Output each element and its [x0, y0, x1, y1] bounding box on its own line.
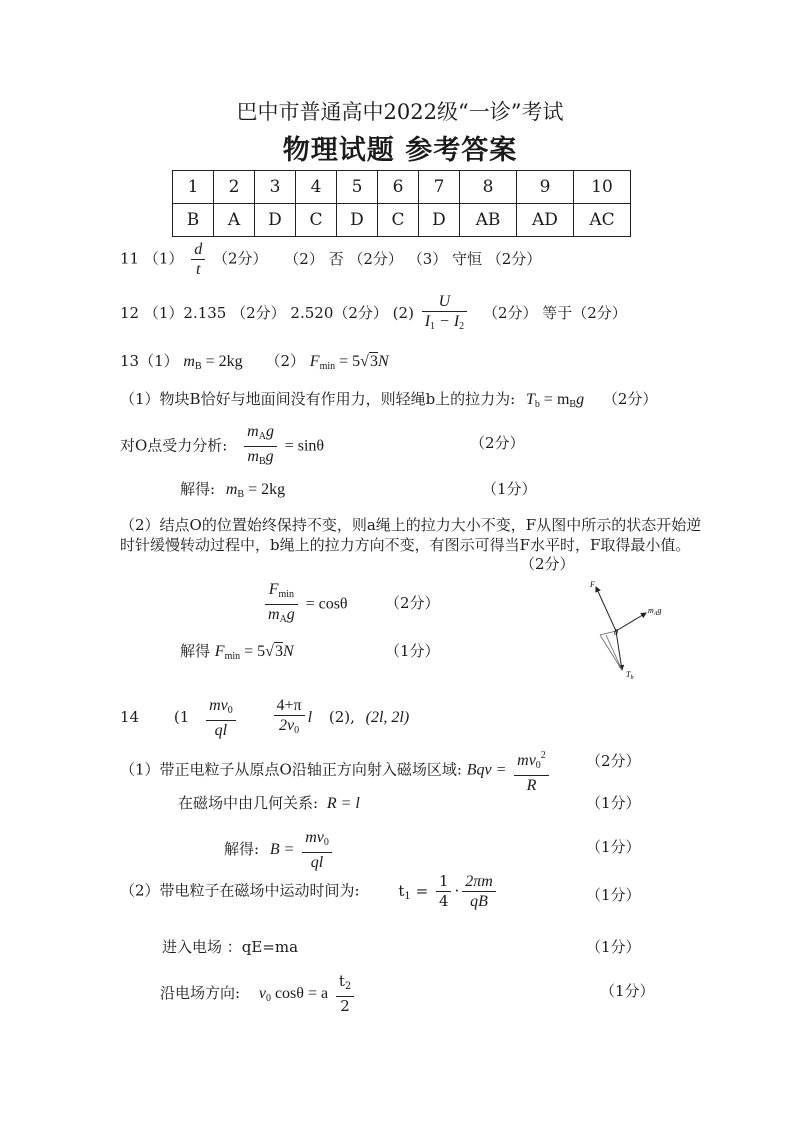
table-cell: 10 [574, 171, 631, 204]
table-row-numbers [173, 171, 631, 204]
q13-line3-points: （1分） [482, 480, 537, 498]
q14-line6: 沿电场方向: $v_0$ cosθ = a $\frac{t_2}{2}$ [160, 972, 357, 1016]
q11-rest: （2） 否 （2分） （3） 守恒 （2分） [284, 249, 542, 268]
q14-line4-points: （1分） [586, 886, 641, 904]
table-cell: D [255, 204, 296, 237]
q13-para2-a: （2）结点O的位置始终保持不变，则a绳上的拉力大小不变，F从图中所示的状态开始逆 [120, 516, 702, 534]
q14-line5: 进入电场 ：qE=ma [162, 938, 299, 956]
q13-line2: 对O点受力分析: $\frac{m_Ag}{m_Bg}$ = sinθ [120, 423, 325, 467]
exam-title: 巴中市普通高中2022级“一诊”考试 [236, 100, 564, 124]
q11-line [120, 240, 541, 279]
table-cell: 6 [378, 171, 419, 204]
q13-eq5: 解得 $F_{min} = 5√3N$ [180, 642, 294, 662]
q13-line2-points: （2分） [470, 434, 525, 452]
diagram-theta-label: θ [614, 628, 618, 637]
q13-line1: （1）物块B恰好与地面间没有作用力，则轻绳b上的拉力为: $T_b = m_Bg$ （2分） [120, 390, 658, 410]
table-cell: 9 [517, 171, 574, 204]
answer-key-title: 物理试题 参考答案 [282, 135, 518, 166]
q13-eq4-points: （2分） [385, 594, 440, 612]
table-cell: D [337, 204, 378, 237]
table-cell: A [214, 204, 255, 237]
q13-eq4: $\frac{F_{min}}{m_Ag}$ = cosθ [262, 580, 348, 629]
force-f-arrow [596, 587, 616, 631]
table-cell: 1 [173, 171, 214, 204]
q14-header: 14 (1 $\frac{mv_0}{ql}$ $\frac{4+\pi}{2v_0}$ l (2), (2l, 2l) [120, 697, 410, 739]
q12-fraction: $\frac{U}{I_1 - I_2}$ [422, 292, 467, 336]
table-cell: AC [574, 204, 631, 237]
table-cell: D [419, 204, 460, 237]
q13-line3: 解得: $m_B = 2kg$ [180, 480, 286, 500]
table-cell: 7 [419, 171, 460, 204]
q14-line1: （1）带正电粒子从原点O沿轴正方向射入磁场区域: Bqv = $\frac{mv_0^2}{R}$ [120, 746, 552, 795]
q13-eq5-points: （1分） [385, 642, 440, 660]
q14-line6-points: （1分） [600, 982, 655, 1000]
q14-line2: 在磁场中由几何关系: R = l [178, 794, 360, 812]
q14-line1-points: （2分） [586, 752, 641, 770]
q11-fraction: $\frac{d}{t}$ [191, 240, 205, 279]
q14-line2-points: （1分） [586, 794, 641, 812]
q14-line3: 解得: B = $\frac{mv_0}{ql}$ [224, 828, 335, 872]
q12-label: 12 （1）2.135 （2分） 2.520（2分） (2) [120, 304, 414, 322]
q14-line3-points: （1分） [586, 838, 641, 856]
table-cell: AD [517, 204, 574, 237]
q14-line5-points: （1分） [586, 938, 641, 956]
table-cell: 8 [460, 171, 517, 204]
force-diagram [570, 575, 680, 685]
table-cell: B [173, 204, 214, 237]
q14-line4: （2）带电粒子在磁场中运动时间为: $t_1$ = $\frac{1}{4}$ · $\frac{2\pi m}{qB}$ [120, 872, 499, 911]
q12-rest: （2分） 等于（2分） [482, 304, 627, 322]
table-cell: C [296, 204, 337, 237]
q12-line [120, 292, 627, 336]
table-cell: 5 [337, 171, 378, 204]
q11-label: 11 （1） [120, 249, 184, 268]
force-mag-arrow [616, 613, 646, 631]
q13-header: 13（1） $m_B = 2kg$ （2） $F_{min} = 5√3N$ [120, 352, 389, 372]
diagram-tb-label: $T_b$ [626, 670, 634, 681]
table-cell: 2 [214, 171, 255, 204]
q11-points: （2分） [212, 249, 268, 268]
answer-table [172, 170, 631, 237]
table-cell: 3 [255, 171, 296, 204]
q13-para2-b: 时针缓慢转动过程中，b绳上的拉力方向不变，有图示可得当F水平时，F取得最小值。 [120, 536, 691, 554]
table-cell: 4 [296, 171, 337, 204]
diagram-f-label: F [590, 580, 595, 589]
table-cell: AB [460, 204, 517, 237]
table-row-answers [173, 204, 631, 237]
q13-para2-points: （2分） [520, 555, 575, 573]
table-cell: C [378, 204, 419, 237]
diagram-mag-label: $m_Ag$ [648, 606, 662, 617]
